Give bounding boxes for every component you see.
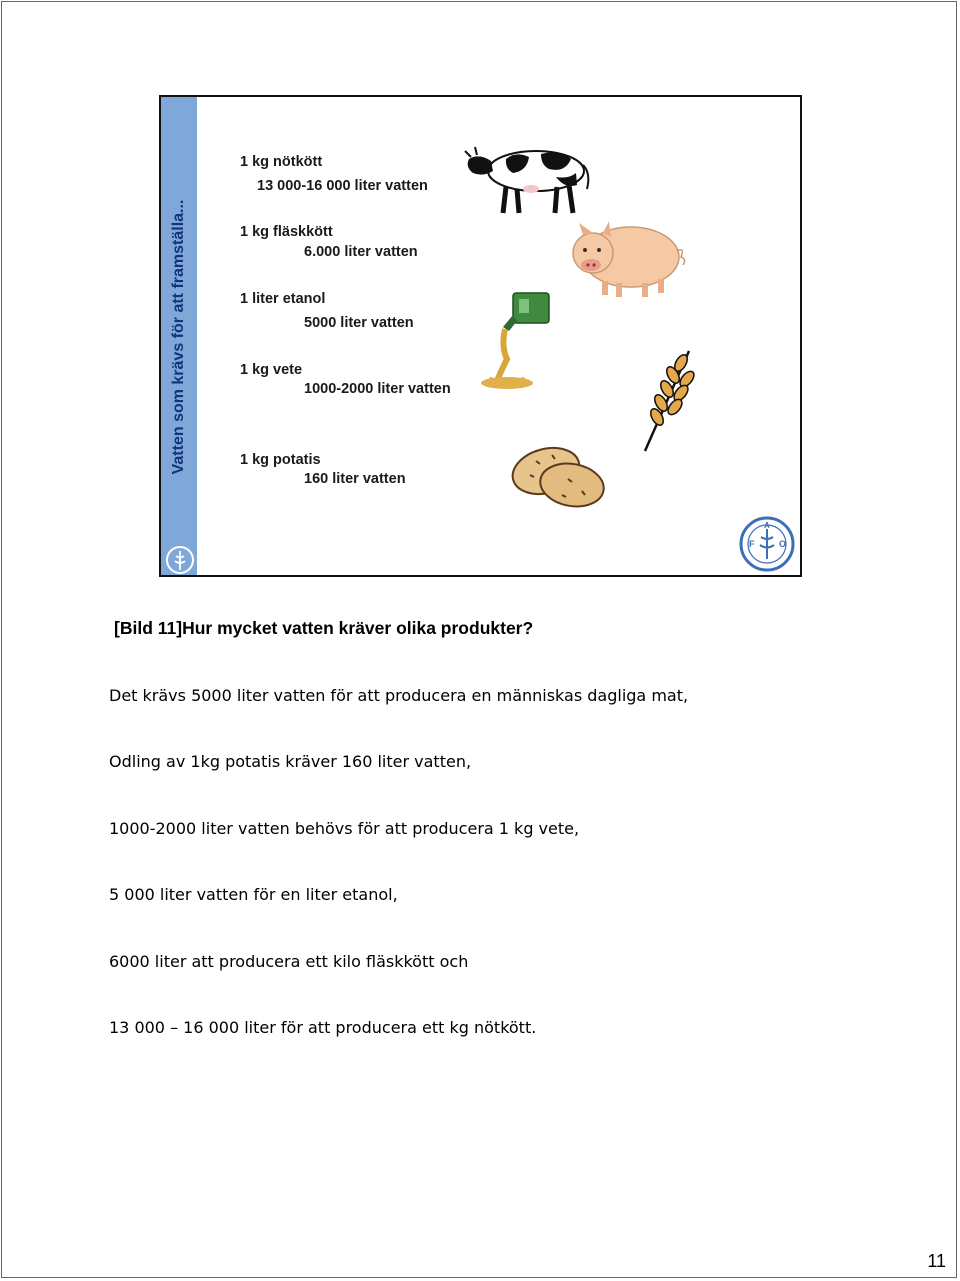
wheat-water-label: 1000-2000 liter vatten (304, 381, 451, 397)
slide-side-bar (161, 97, 197, 575)
potato-product-label: 1 kg potatis (240, 452, 321, 468)
beef-water-label: 13 000-16 000 liter vatten (257, 178, 428, 194)
svg-text:O: O (779, 539, 787, 549)
wheat-product-label: 1 kg vete (240, 362, 303, 378)
paragraph-pork: 6000 liter att producera ett kilo fläskkött och (109, 952, 469, 971)
wheat-icon (631, 345, 701, 455)
fao-logo-icon (738, 515, 796, 573)
slide-side-title: Vatten som krävs för att framställa... (170, 199, 187, 475)
paragraph-daily-food: Det krävs 5000 liter vatten för att producera en människas dagliga mat, (109, 686, 689, 705)
slide-caption-heading: [Bild 11]Hur mycket vatten kräver olika produkter? (114, 618, 534, 638)
paragraph-beef: 13 000 – 16 000 liter för att producera ett kg nötkött. (109, 1018, 537, 1037)
paragraph-ethanol: 5 000 liter vatten för en liter etanol, (109, 885, 398, 904)
ethanol-product-label: 1 liter etanol (240, 291, 326, 307)
ethanol-water-label: 5000 liter vatten (304, 315, 414, 331)
ethanol-can-icon (477, 289, 557, 391)
paragraph-potato: Odling av 1kg potatis kräver 160 liter vatten, (109, 752, 472, 771)
potato-water-label: 160 liter vatten (304, 471, 406, 487)
potatoes-icon (508, 439, 608, 511)
cow-icon (461, 139, 601, 219)
page-number: 11 (927, 1251, 946, 1271)
fao-small-logo-icon (165, 543, 195, 577)
slide-image (159, 95, 802, 577)
beef-product-label: 1 kg nötkött (240, 154, 323, 170)
svg-text:F: F (749, 539, 755, 549)
svg-text:A: A (764, 521, 770, 530)
paragraph-wheat: 1000-2000 liter vatten behövs för att producera 1 kg vete, (109, 819, 580, 838)
pork-water-label: 6.000 liter vatten (304, 244, 418, 260)
pig-icon (569, 217, 689, 303)
pork-product-label: 1 kg fläskkött (240, 224, 333, 240)
